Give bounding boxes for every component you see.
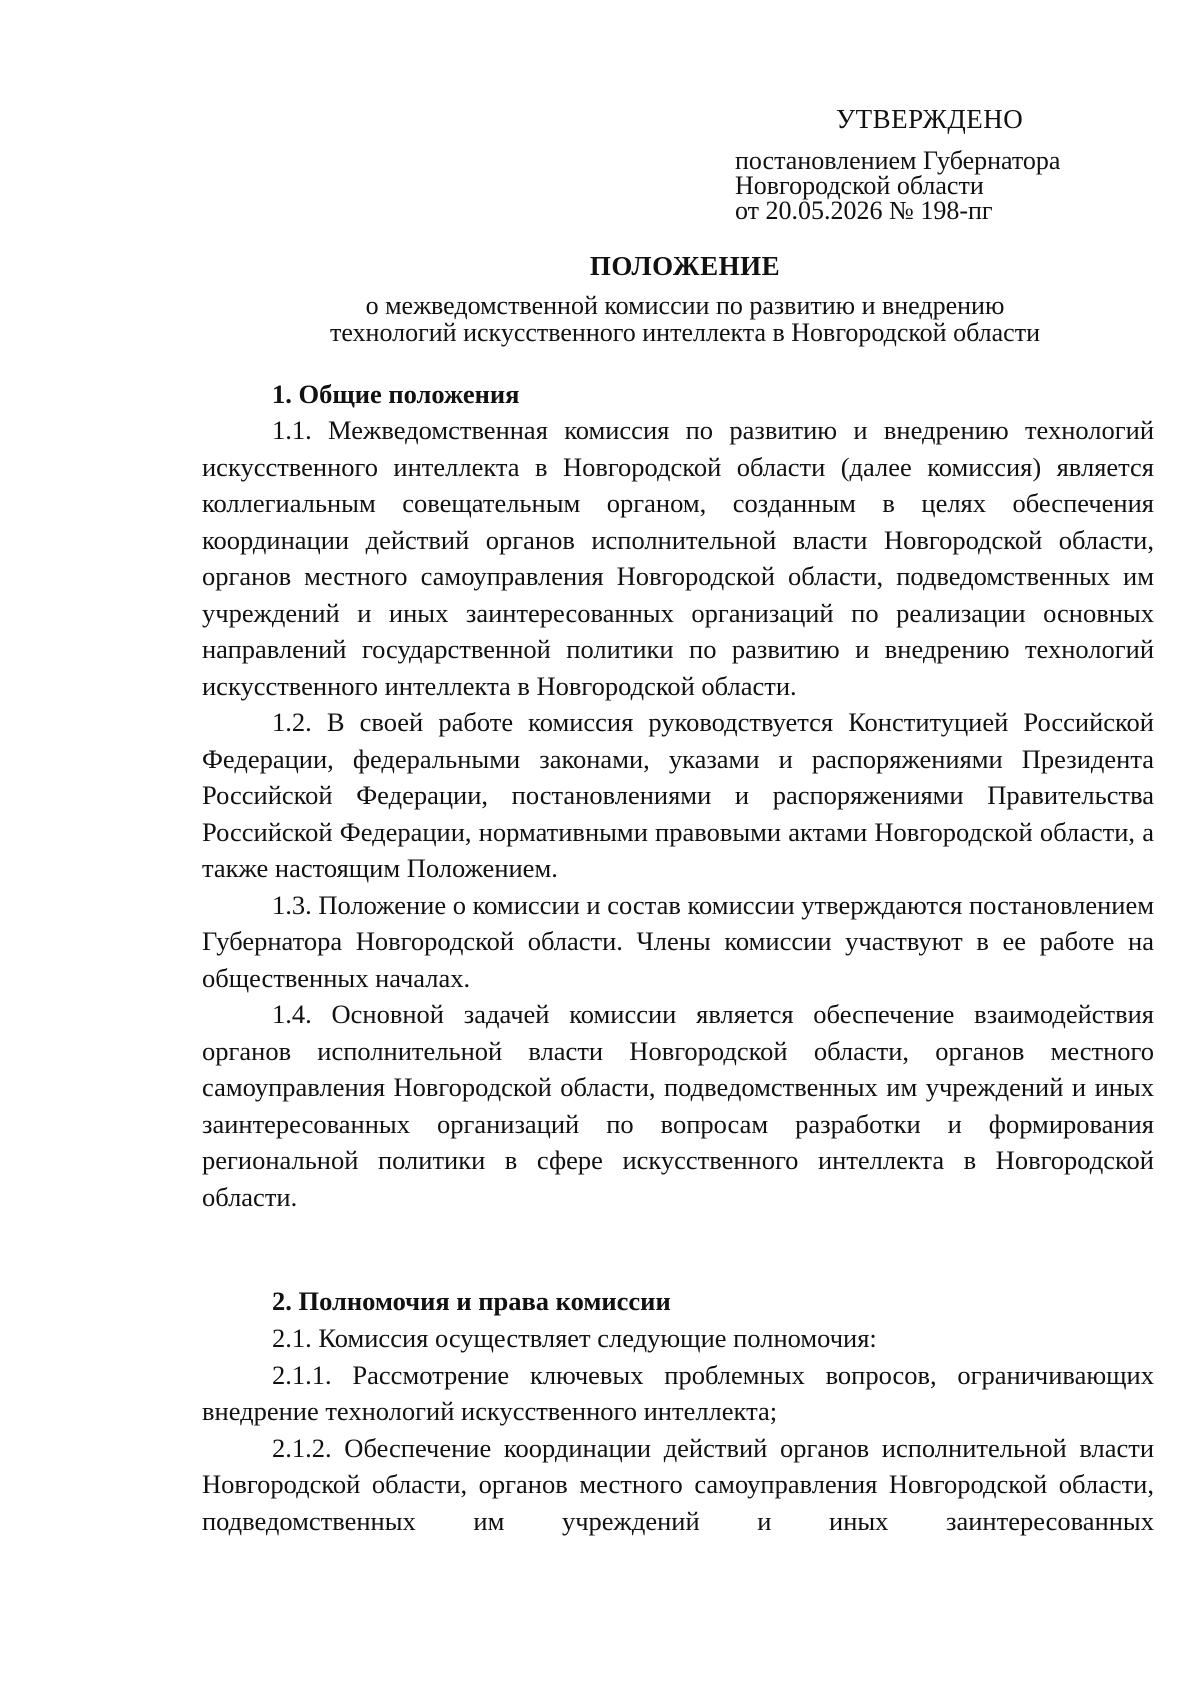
approval-line-decree: постановлением Губернатора (735, 146, 1061, 175)
paragraph-1-3: 1.3. Положение о комиссии и состав комиссии утверждаются постановлением Губернатора Новгородской области. Члены комиссии участвуют в ее работе на общественных началах. (202, 889, 1154, 993)
paragraph-2-1-2: 2.1.2. Обеспечение координации действий органов исполнительной власти Новгородской области, органов местного самоуправления Новгородской области, подведомственных им учреждений и иных заинтересованных (202, 1432, 1154, 1536)
section-2-heading: 2. Полномочия и права комиссии (272, 1286, 671, 1316)
paragraph-2-1: 2.1. Комиссия осуществляет следующие полномочия: (272, 1323, 877, 1353)
subtitle-line-1: о межведомственной комиссии по развитию и внедрению (365, 291, 1005, 320)
subtitle-line-2: технологий искусственного интеллекта в Новгородской области (330, 318, 1040, 347)
paragraph-1-1: 1.1. Межведомственная комиссия по развитию и внедрению технологий искусственного интеллекта в Новгородской области (далее комиссия) является коллегиальным совещательным органом, созданным в целях обеспечения координации действий органов исполнительной власти Новгородской области, органов местного самоуправления Новгородской области, подведомственных им учреждений и иных заинтересованных организаций по реализации основных направлений государственной политики по развитию и внедрению технологий искусственного интеллекта в Новгородской области. (202, 415, 1154, 701)
paragraph-2-1-1: 2.1.1. Рассмотрение ключевых проблемных вопросов, ограничивающих внедрение технологий искусственного интеллекта; (202, 1359, 1154, 1426)
section-1-heading: 1. Общие положения (272, 379, 520, 409)
approval-details (735, 148, 1060, 223)
section-1-body (202, 412, 1154, 1215)
paragraph-1-2: 1.2. В своей работе комиссия руководствуется Конституцией Российской Федерации, федеральными законами, указами и распоряжениями Президента Российской Федерации, постановлениями и распоряжениями Правительства Российской Федерации, нормативными правовыми актами Новгородской области, а также настоящим Положением. (202, 707, 1154, 883)
approval-line-date-number: от 20.05.2026 № 198-пг (735, 196, 993, 225)
approval-line-region: Новгородской области (735, 171, 984, 200)
document-subtitle (160, 292, 1200, 346)
section-2-body (202, 1320, 1154, 1539)
approval-stamp: УТВЕРЖДЕНО (836, 104, 1024, 134)
paragraph-1-4: 1.4. Основной задачей комиссии является обеспечение взаимодействия органов исполнительной власти Новгородской области, органов местного самоуправления Новгородской области, подведомственных им учреждений и иных заинтересованных организаций по вопросам разработки и формирования региональной политики в сфере искусственного интеллекта в Новгородской области. (202, 999, 1154, 1212)
document-title: ПОЛОЖЕНИЕ (589, 251, 781, 281)
